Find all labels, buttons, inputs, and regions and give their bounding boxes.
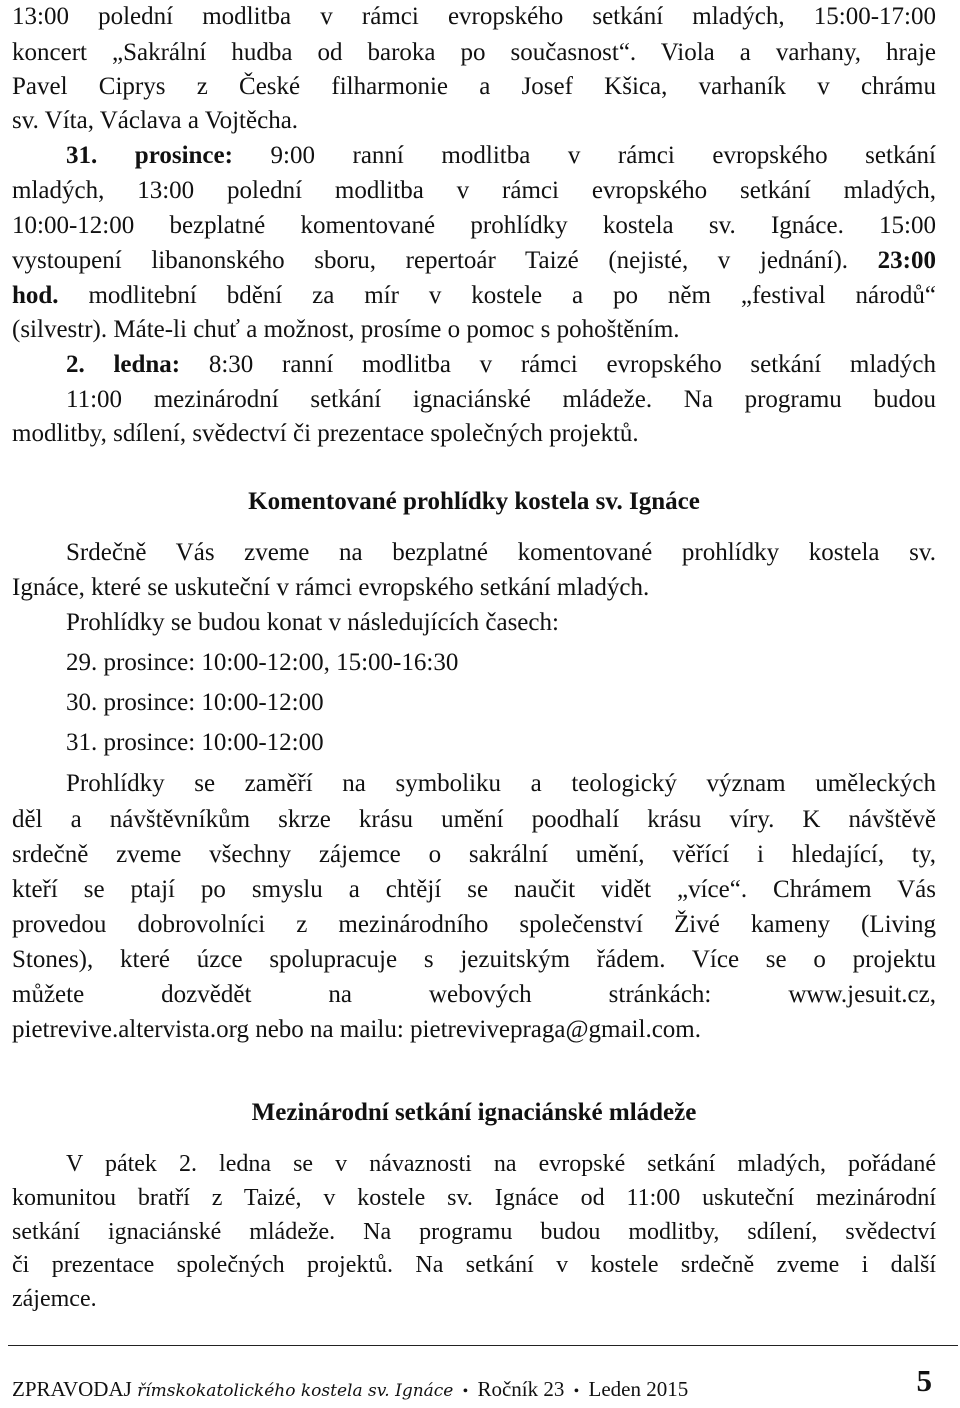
footer-subtitle: římskokatolického kostela sv. Ignáce — [137, 1381, 454, 1401]
program-line: Pavel Ciprys z České filharmonie a Josef Kšica, varhaník v chrámu — [12, 73, 936, 100]
tours-desc-line: kteří se ptají po smyslu a chtějí se naučit vidět „více“. Chrámem Vás — [12, 876, 936, 903]
page-number: 5 — [916, 1363, 932, 1398]
program-line — [12, 246, 936, 276]
program-line: 11:00 mezinárodní setkání ignaciánské mládeže. Na programu budou — [66, 386, 936, 413]
footer-issue: Ročník 23 — [477, 1377, 565, 1401]
tours-desc-line: Prohlídky se zaměří na symboliku a teologický význam uměleckých — [66, 770, 936, 797]
tour-time: 29. prosince: 10:00-12:00, 15:00-16:30 — [66, 649, 459, 676]
bullet-separator: • — [573, 1383, 580, 1400]
program-line: 10:00-12:00 bezplatné komentované prohlídky kostela sv. Ignáce. 15:00 — [12, 212, 936, 239]
tours-desc-line: Stones), které úzce spolupracuje s jezuitským řádem. Více se o projektu — [12, 946, 936, 973]
time-label: hod. — [12, 282, 59, 309]
footer-title: ZPRAVODAJ — [12, 1377, 132, 1401]
tours-line: Srdečně Vás zveme na bezplatné komentované prohlídky kostela sv. — [66, 539, 936, 566]
bullet-separator: • — [462, 1383, 469, 1400]
program-text: modlitební bdění za mír v kostele a po něm „festival národů“ — [58, 282, 936, 309]
section-heading-tours: Komentované prohlídky kostela sv. Ignáce — [248, 488, 700, 515]
tours-desc-line: děl a návštěvníkům skrze krásu umění poodhalí krásu víry. K návštěvě — [12, 806, 936, 833]
program-text: 8:30 ranní modlitba v rámci evropského setkání mladých — [180, 351, 936, 378]
youth-line: či prezentace společných projektů. Na setkání v kostele srdečně zveme i další — [12, 1252, 936, 1278]
page-footer — [12, 1363, 932, 1408]
program-line: koncert „Sakrální hudba od baroka po současnost“. Viola a varhany, hraje — [12, 39, 936, 66]
program-text: 9:00 ranní modlitba v rámci evropského setkání — [232, 142, 936, 169]
program-line: modlitby, sdílení, svědectví či prezentace společných projektů. — [12, 420, 639, 447]
youth-line: komunitou bratří z Taizé, v kostele sv. Ignáce od 11:00 uskuteční mezinárodní — [12, 1185, 936, 1211]
date-label-dec31: 31. prosince: — [66, 142, 233, 169]
tours-line: Ignáce, které se uskuteční v rámci evropského setkání mladých. — [12, 574, 650, 601]
program-line-jan2 — [66, 350, 936, 380]
footer-month: Leden 2015 — [588, 1377, 689, 1401]
tours-desc-line: srdečně zveme všechny zájemce o sakrální umění, věřící i hledající, ty, — [12, 841, 936, 868]
section-heading-youth: Mezinárodní setkání ignaciánské mládeže — [251, 1099, 697, 1126]
program-line — [12, 281, 936, 311]
tour-time: 31. prosince: 10:00-12:00 — [66, 729, 324, 756]
time-label: 23:00 — [877, 247, 936, 274]
program-line: mladých, 13:00 polední modlitba v rámci evropského setkání mladých, — [12, 177, 936, 204]
program-line: sv. Víta, Václava a Vojtěcha. — [12, 107, 299, 134]
program-line: (silvestr). Máte-li chuť a možnost, prosíme o pomoc s pohoštěním. — [12, 316, 680, 343]
program-text: vystoupení libanonského sboru, repertoár Taizé (nejisté, v jednání). — [12, 247, 878, 274]
date-label-jan2: 2. ledna: — [66, 351, 181, 378]
tours-desc-line: provedou dobrovolníci z mezinárodního společenství Živé kameny (Living — [12, 911, 936, 938]
youth-line: zájemce. — [12, 1286, 97, 1312]
program-line-dec31 — [66, 141, 936, 171]
tours-line: Prohlídky se budou konat v následujících časech: — [66, 609, 559, 636]
tours-desc-line: pietrevive.altervista.org nebo na mailu: pietrevivepraga@gmail.com. — [12, 1016, 701, 1043]
footer-rule — [8, 1345, 958, 1346]
tours-desc-line: můžete dozvědět na webových stránkách: www.jesuit.cz, — [12, 981, 936, 1008]
youth-line: setkání ignaciánské mládeže. Na programu budou modlitby, sdílení, svědectví — [12, 1219, 936, 1245]
youth-line: V pátek 2. ledna se v návaznosti na evropské setkání mladých, pořádané — [66, 1151, 936, 1177]
tour-time: 30. prosince: 10:00-12:00 — [66, 689, 324, 716]
program-line: 13:00 polední modlitba v rámci evropského setkání mladých, 15:00-17:00 — [12, 3, 936, 30]
